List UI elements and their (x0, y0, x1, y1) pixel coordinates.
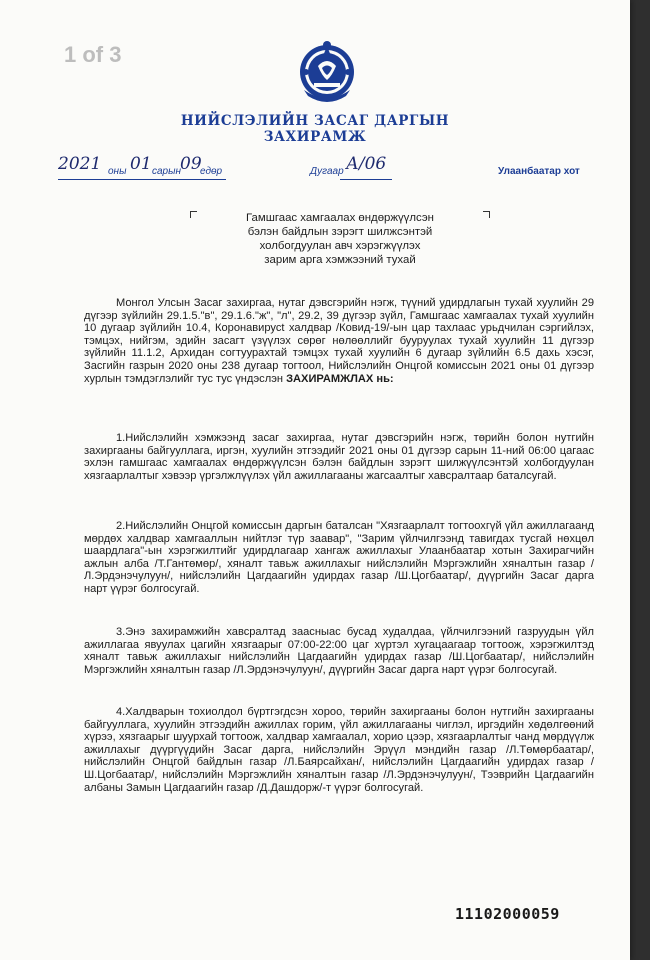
clause-3: 3.Энэ захирамжийн хавсралтад заасныас бусад худалдаа, үйлчилгээний газруудын үйл ажиллагаа явуулах цагийн хязгаарыг 07:00-22:00 цаг хүртэл хугацаагаар тогтоож, хэрэгжилтэд хяналт тавьж ажиллахыг нийслэлийн Цагдаагийн удирдах газар /Ш.Цогбаатар/, нийслэлийн Мэргэжлийн хяналтын газар /Л.Эрдэнэчулуун/, дүүргийн Засаг дарга нарт үүрэг болгосугай. (84, 626, 594, 676)
date-year: 2021 (58, 154, 102, 174)
clause-1: 1.Нийслэлийн хэмжээнд засаг захиргаа, нутаг дэвсгэрийн нэгж, төрийн болон нутгийн захиргааны байгууллага, иргэн, хуулийн этгээдийг 2021 оны 01 дүгээр сарын 11-ний 06:00 цагаас эхлэн гамшгаас хамгаалах өндөржүүлсэн бэлэн байдлын зэрэгт шилжүүлсэнтэй холбогдуулан хязгаарлалтыг хэвээр үргэлжлүүлэх үйл ажиллагааны жагсаалтыг хавсралтаар баталсугай. (84, 432, 594, 482)
intro-paragraph (84, 297, 594, 385)
date-day: 09 (180, 154, 202, 174)
clause-4: 4.Халдварын тохиолдол бүртгэгдсэн хороо, төрийн захиргааны болон нутгийн захиргааны байгууллага, хуулийн этгээдийн ажиллах горим, үйл ажиллагааны чиглэл, иргэдийн хөдөлгөөний хүрээ, хязгаарыг шуурхай тогтоож, халдвар хамгаалал, хорио цээр, хязгаарлалтыг чанд мөрдүүлж ажиллахыг дүүргүүдийн Засаг дарга, нийслэлийн Эрүүл мэндийн газар /Л.Төмөрбаатар/, нийслэлийн Онцгой байдлын газар /Л.Баярсайхан/, нийслэлийн Цагдаагийн удирдах газар /Ш.Цогбаатар/, нийслэлийн Мэргэжлийн хяналтын газар /Л.Эрдэнэчулуун/, Тээврийн Цагдаагийн албаны Замын Цагдаагийн газар /Д.Дашдорж/-т үүрэг болгосугай. (84, 706, 594, 794)
issuer-line-1: НИЙСЛЭЛИЙН ЗАСАГ ДАРГЫН (180, 113, 450, 129)
state-emblem-icon (296, 36, 358, 108)
subject-line-3: холбогдуулан авч хэрэгжүүлэх (259, 240, 421, 252)
date-month-suffix: сарын (152, 166, 181, 177)
date-year-suffix: оны (108, 166, 127, 177)
decree-keyword: ЗАХИРАМЖЛАХ нь: (286, 372, 394, 385)
document-number-handwritten: А/06 (346, 154, 387, 174)
subject-block (190, 211, 490, 267)
city-name: Улаанбаатар хот (498, 166, 580, 177)
date-month: 01 (130, 154, 152, 174)
document-meta (0, 156, 630, 182)
page-counter: 1 of 3 (64, 42, 122, 67)
subject-line-1: Гамшгаас хамгаалах өндөржүүлсэн (246, 212, 434, 224)
subject-line-4: зарим арга хэмжээний тухай (264, 254, 416, 266)
issuer-line-2: ЗАХИРАМЖ (263, 129, 367, 145)
subject-line-2: бэлэн байдлын зэрэгт шилжсэнтэй (247, 226, 433, 238)
date-day-suffix: едөр (200, 166, 223, 177)
number-label: Дугаар (310, 166, 344, 177)
issuer-name (0, 113, 630, 145)
clause-2: 2.Нийслэлийн Онцгой комиссын даргын баталсан "Хязгаарлалт тогтоохгүй үйл ажиллагаанд мөрдөх халдвар хамгааллын нийтлэг түр заавар", "Зарим үйлчилгээнд тавигдах тусгай нөхцөл шаардлага"-ын хэрэгжилтийг удирдлагаар хангаж ажиллахыг Улаанбаатар хотын Захирагчийн ажлын алба /Т.Гантөмөр/, хяналт тавьж ажиллахыг нийслэлийн Мэргэжлийн хяналтын газар /Л.Эрдэнэчулуун/, нийслэлийн Цагдаагийн удирдах газар /Ш.Цогбаатар/, дүүргийн Засаг дарга нарт үүрэг болгосугай. (84, 520, 594, 595)
intro-text: Монгол Улсын Засаг захиргаа, нутаг дэвсгэрийн нэгж, түүний удирдлагын тухай хуулийн 29 дүгээр зүйлийн 29.1.5."в", 29.1.6."ж", "л", 29.2, 39 дүгээр зүйл, Гамшгаас хамгаалах тухай хуулийн 10 дугаар зүйлийн 10.4, Коронавирусt халдвар /Ковид-19/-ын цар тахлаас урьдчилан сэргийлэх, тэмцэх, нийгэм, эдийн засагт үзүүлэх сөрөг нөлөөллийг бууруулах тухай хуулийн 11 дүгээр зүйлийн 11.1.2, Архидан согтуурахтай тэмцэх тухай хуулийн 6 дугаар зүйлийн 6.5 дахь хэсэг, Засгийн газрын 2020 оны 238 дугаар тогтоол, Нийслэлийн Онцгой комиссын 2021 оны 01 дүгээр хурлын тэмдэглэлийг тус тус үндэслэн (84, 297, 594, 385)
serial-number: 11102000059 (455, 905, 560, 923)
